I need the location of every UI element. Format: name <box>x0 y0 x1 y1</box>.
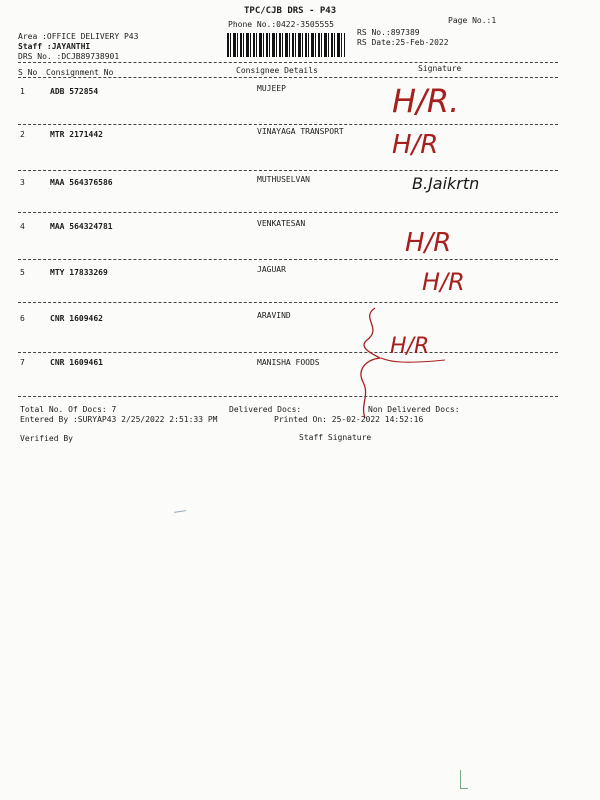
divider <box>18 212 558 213</box>
row-sno: 6 <box>20 314 25 323</box>
row-consignee: MANISHA FOODS <box>257 358 320 367</box>
row-consignment: MTY 17833269 <box>50 268 108 277</box>
divider <box>18 352 558 353</box>
divider <box>18 62 558 63</box>
printed-on: Printed On: 25-02-2022 14:52:16 <box>274 415 424 424</box>
total-docs: Total No. Of Docs: 7 <box>20 405 117 414</box>
col-sno: S No <box>18 68 38 77</box>
col-consignment: Consignment No <box>46 68 114 77</box>
col-signature: Signature <box>418 64 462 73</box>
divider <box>18 124 558 125</box>
non-delivered-docs: Non Delivered Docs: <box>368 405 460 414</box>
divider <box>18 170 558 171</box>
handwritten-signature: H/R <box>422 268 465 296</box>
row-sno: 3 <box>20 178 25 187</box>
col-consignee: Consignee Details <box>236 66 318 75</box>
row-consignee: MUTHUSELVAN <box>257 175 310 184</box>
row-consignment: MTR 2171442 <box>50 130 103 139</box>
row-sno: 4 <box>20 222 25 231</box>
bracket-scribble <box>345 300 455 420</box>
drs-number: DRS No. :DCJB89738901 <box>18 52 120 61</box>
divider <box>18 302 558 303</box>
rs-number: RS No.:897389 <box>357 28 420 37</box>
handwritten-signature: H/R <box>390 334 430 359</box>
staff-label: Staff :JAYANTHI <box>18 42 91 51</box>
entered-by: Entered By :SURYAP43 2/25/2022 2:51:33 PM <box>20 415 218 424</box>
row-consignee: ARAVIND <box>257 311 291 320</box>
divider <box>18 396 558 397</box>
row-sno: 5 <box>20 268 25 277</box>
verified-by: Verified By <box>20 434 73 443</box>
divider <box>18 77 558 78</box>
row-sno: 7 <box>20 358 25 367</box>
scan-mark <box>460 770 461 788</box>
scan-mark <box>460 788 468 789</box>
scan-mark <box>174 510 186 513</box>
rs-date: RS Date:25-Feb-2022 <box>357 38 449 47</box>
handwritten-signature: B.Jaikrtn <box>412 174 480 193</box>
handwritten-signature: H/R. <box>392 82 460 120</box>
row-consignee: MUJEEP <box>257 84 286 93</box>
barcode-image <box>227 33 345 57</box>
row-consignment: CNR 1609461 <box>50 358 103 367</box>
row-consignment: MAA 564376586 <box>50 178 113 187</box>
delivered-docs: Delivered Docs: <box>229 405 302 414</box>
row-consignment: ADB 572854 <box>50 87 99 96</box>
phone-number: Phone No.:0422-3505555 <box>228 20 334 29</box>
row-sno: 1 <box>20 87 25 96</box>
staff-signature: Staff Signature <box>299 433 372 442</box>
page-title: TPC/CJB DRS - P43 <box>244 6 337 16</box>
handwritten-signature: H/R <box>392 130 439 160</box>
row-consignee: VENKATESAN <box>257 219 306 228</box>
area-label: Area :OFFICE DELIVERY P43 <box>18 32 139 41</box>
row-consignment: MAA 564324781 <box>50 222 113 231</box>
handwritten-signature: H/R <box>405 228 452 258</box>
row-consignment: CNR 1609462 <box>50 314 103 323</box>
row-sno: 2 <box>20 130 25 139</box>
row-consignee: JAGUAR <box>257 265 286 274</box>
divider <box>18 259 558 260</box>
row-consignee: VINAYAGA TRANSPORT <box>257 127 344 136</box>
page-number: Page No.:1 <box>448 16 497 25</box>
